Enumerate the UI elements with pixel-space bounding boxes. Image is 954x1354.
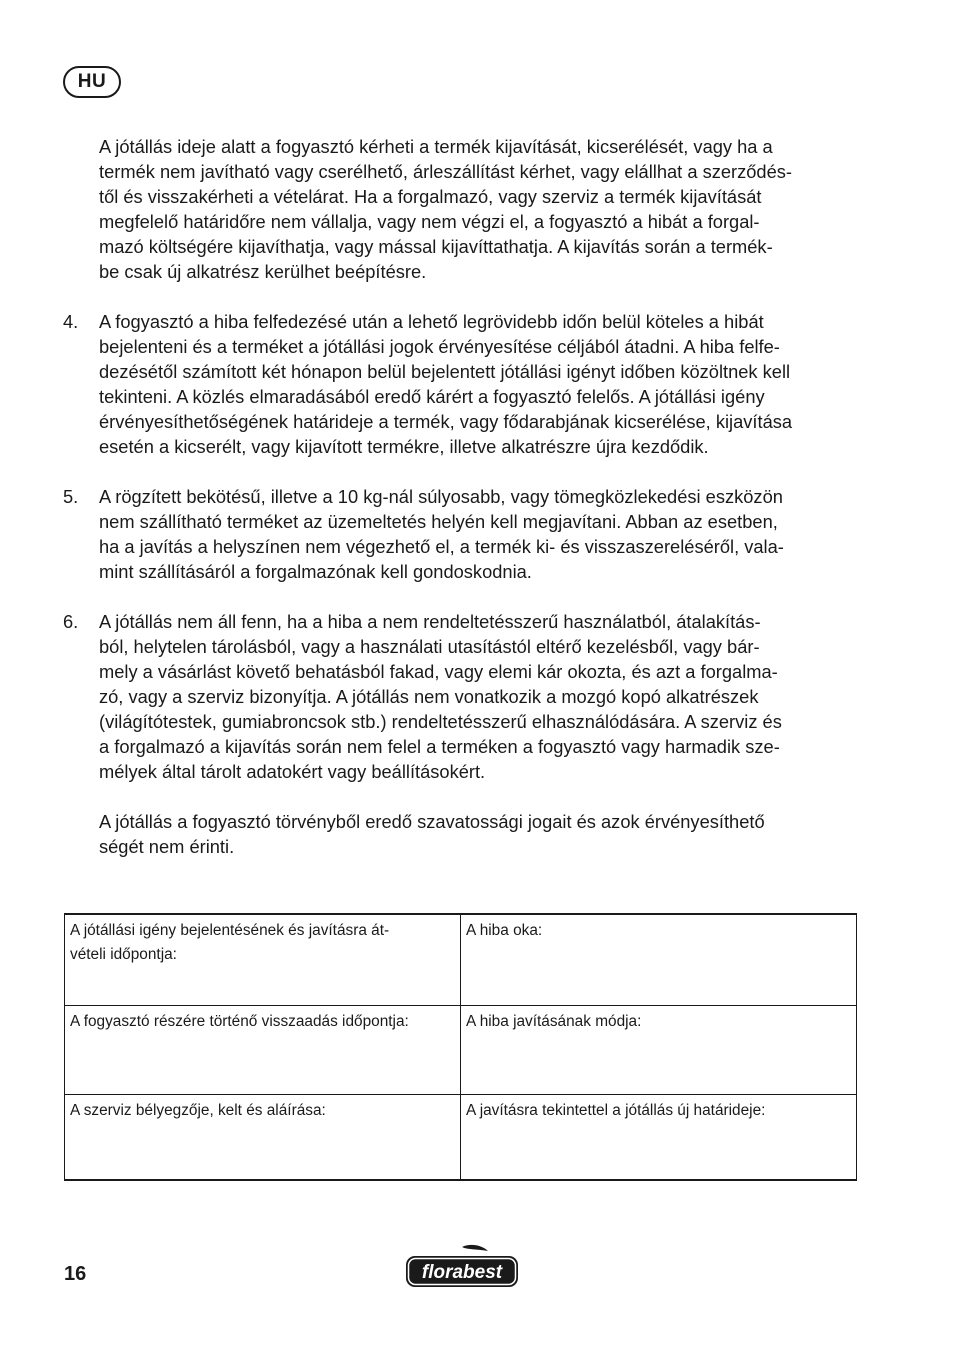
field-label: A fogyasztó részére történő visszaadás időpontja: [70, 1012, 409, 1030]
closing-paragraph [99, 809, 859, 859]
text-line: mélyek által tárolt adatokért vagy beállításokért. [99, 761, 486, 782]
text-line: dezésétől számított két hónapon belül bejelentett jótállási igényt időben közöltnek kell [99, 361, 791, 382]
text-line: ból, helytelen tárolásból, vagy a használati utasítástól eltérő kezelésből, vagy bár- [99, 636, 760, 657]
form-row [65, 914, 857, 1005]
text-line: mazó költségére kijavíthatja, vagy mással kijavíttathatja. A kijavítás során a termék- [99, 236, 773, 257]
text-line: A rögzített bekötésű, illetve a 10 kg-nál súlyosabb, vagy tömegközlekedési eszközön [99, 486, 783, 507]
text-line: nem szállítható terméket az üzemeltetés helyén kell megjavítani. Abban az esetben, [99, 511, 778, 532]
text-line: termék nem javítható vagy cserélhető, árleszállítást kérhet, vagy elállhat a szerződés- [99, 161, 792, 182]
text-line: től és visszakérheti a vételárat. Ha a forgalmazó, vagy szerviz a termék kijavítását [99, 186, 762, 207]
florabest-logo [404, 1243, 520, 1294]
text-line: zó, vagy a szerviz bizonyítja. A jótállás nem vonatkozik a mozgó kopó alkatrészek [99, 686, 759, 707]
field-label: A szerviz bélyegzője, kelt és aláírása: [70, 1101, 326, 1119]
warranty-repair-form [64, 913, 857, 1181]
text-line: mint szállításáról a forgalmazónak kell gondoskodnia. [99, 561, 532, 582]
item-number: 5. [63, 486, 79, 507]
field-label: A javításra tekintettel a jótállás új határideje: [466, 1101, 766, 1119]
service-stamp-field[interactable] [65, 1094, 461, 1180]
intro-paragraph [99, 134, 859, 284]
text-line: A jótállás nem áll fenn, ha a hiba a nem rendeltetésszerű használatból, átalakítás- [99, 611, 761, 632]
form-row [65, 1094, 857, 1180]
claim-date-field[interactable] [65, 914, 461, 1005]
field-label: A hiba javításának módja: [466, 1012, 642, 1030]
text-line: be csak új alkatrész kerülhet beépítésre. [99, 261, 427, 282]
return-date-field[interactable] [65, 1005, 461, 1094]
logo-text: florabest [421, 1262, 503, 1283]
text-line: ségét nem érinti. [99, 836, 235, 857]
field-label: A jótállási igény bejelentésének és javításra át- [70, 922, 390, 939]
item-4-paragraph [99, 309, 859, 459]
repair-method-field[interactable] [461, 1005, 857, 1094]
field-label: vételi időpontja: [70, 946, 177, 963]
text-line: esetén a kicserélt, vagy kijavított termékre, illetve alkatrészre újra kezdődik. [99, 436, 709, 457]
text-line: bejelenteni és a terméket a jótállási jogok érvényesítése céljából átadni. A hiba felfe- [99, 336, 780, 357]
text-line: ha a javítás a helyszínen nem végezhető el, a termék ki- és visszaszereléséről, vala- [99, 536, 784, 557]
form-row [65, 1005, 857, 1094]
field-label: A hiba oka: [466, 922, 543, 939]
text-line: tekinteni. A közlés elmaradásából eredő kárért a fogyasztó felelős. A jótállási igény [99, 386, 765, 407]
item-5-paragraph [99, 484, 859, 584]
page-number: 16 [64, 1263, 87, 1285]
text-line: érvényesíthetőségének határideje a termék, vagy fődarabjának kicserélése, kijavítása [99, 411, 793, 432]
text-line: (világítótestek, gumiabroncsok stb.) rendeltetésszerű elhasználódására. A szerviz és [99, 711, 782, 732]
language-badge: HU [63, 66, 121, 98]
text-line: mely a vásárlást követő behatásból fakad, vagy elemi kár okozta, és azt a forgalma- [99, 661, 778, 682]
text-line: A jótállás ideje alatt a fogyasztó kérheti a termék kijavítását, kicserélését, vagy ha a [99, 136, 773, 157]
text-line: A fogyasztó a hiba felfedezésé után a lehető legrövidebb időn belül köteles a hibát [99, 311, 764, 332]
new-warranty-deadline-field[interactable] [461, 1094, 857, 1180]
item-number: 6. [63, 611, 79, 632]
item-6-paragraph [99, 609, 859, 784]
item-number: 4. [63, 311, 79, 332]
text-line: A jótállás a fogyasztó törvényből eredő szavatossági jogait és azok érvényesíthető [99, 811, 765, 832]
text-line: megfelelő határidőre nem vállalja, vagy nem végzi el, a fogyasztó a hibát a forgal- [99, 211, 760, 232]
text-line: a forgalmazó a kijavítás során nem felel a terméken a fogyasztó vagy harmadik sze- [99, 736, 780, 757]
fault-cause-field[interactable] [461, 914, 857, 1005]
